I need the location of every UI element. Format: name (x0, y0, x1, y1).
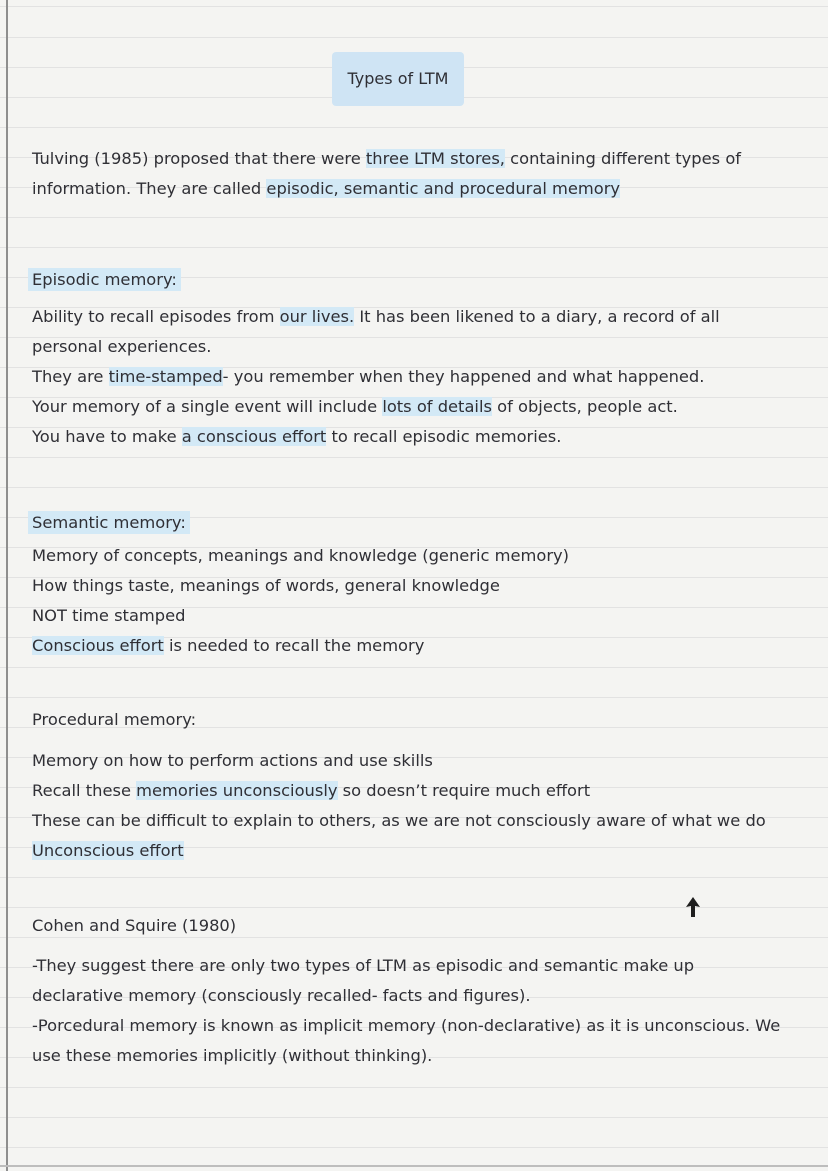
highlight: three LTM stores, (365, 149, 505, 168)
semantic-line-2: How things taste, meanings of words, general knowledge (32, 576, 500, 595)
highlight: memories unconsciously (136, 781, 338, 800)
semantic-line-3: NOT time stamped (32, 606, 186, 625)
intro-paragraph (32, 144, 812, 204)
section-heading: Episodic memory: (32, 265, 812, 295)
section-heading: Procedural memory: (32, 710, 197, 729)
highlight: Unconscious effort (32, 841, 184, 860)
highlight: episodic, semantic and procedural memory (266, 179, 621, 198)
section-heading: Semantic memory: (32, 508, 812, 538)
procedural-line-2: Recall these memories unconsciously so doesn’t require much effort (32, 781, 591, 800)
page-bottom-border (0, 1165, 828, 1167)
cohen-line-1: -They suggest there are only two types of LTM as episodic and semantic make up (32, 956, 695, 975)
episodic-line-5: You have to make a conscious effort to recall episodic memories. (32, 427, 562, 446)
highlight: our lives. (279, 307, 355, 326)
episodic-body (32, 302, 812, 452)
highlight: Conscious effort (32, 636, 164, 655)
procedural-line-4 (32, 836, 812, 866)
page-left-border (6, 0, 8, 1171)
highlight: time-stamped (108, 367, 223, 386)
procedural-section (32, 705, 812, 735)
episodic-line-1: Ability to recall episodes from our lives. It has been likened to a diary, a record of all (32, 307, 720, 326)
procedural-line-3: These can be difficult to explain to others, as we are not consciously aware of what we do (32, 811, 766, 830)
episodic-line-4: Your memory of a single event will include lots of details of objects, people act. (32, 397, 678, 416)
cohen-line-2: declarative memory (consciously recalled- facts and figures). (32, 986, 531, 1005)
semantic-body (32, 541, 812, 661)
highlight: a conscious effort (181, 427, 327, 446)
semantic-line-4: Conscious effort is needed to recall the memory (32, 636, 425, 655)
intro-line-2: information. They are called episodic, semantic and procedural memory (32, 179, 621, 198)
cohen-body (32, 951, 812, 1071)
episodic-line-2: personal experiences. (32, 337, 212, 356)
intro-line-1: Tulving (1985) proposed that there were three LTM stores, containing different types of (32, 149, 742, 168)
arrow-cursor-icon (684, 896, 702, 918)
cohen-line-3: -Porcedural memory is known as implicit memory (non-declarative) as it is unconscious. We (32, 1016, 781, 1035)
procedural-line-1: Memory on how to perform actions and use skills (32, 751, 433, 770)
semantic-section (32, 508, 812, 538)
episodic-line-3: They are time-stamped- you remember when they happened and what happened. (32, 367, 705, 386)
page-title: Types of LTM (332, 52, 464, 106)
cohen-line-4: use these memories implicitly (without thinking). (32, 1046, 433, 1065)
section-heading: Cohen and Squire (1980) (32, 916, 237, 935)
semantic-line-1: Memory of concepts, meanings and knowledge (generic memory) (32, 546, 570, 565)
procedural-body (32, 746, 812, 866)
episodic-section (32, 265, 812, 295)
highlight: lots of details (382, 397, 492, 416)
